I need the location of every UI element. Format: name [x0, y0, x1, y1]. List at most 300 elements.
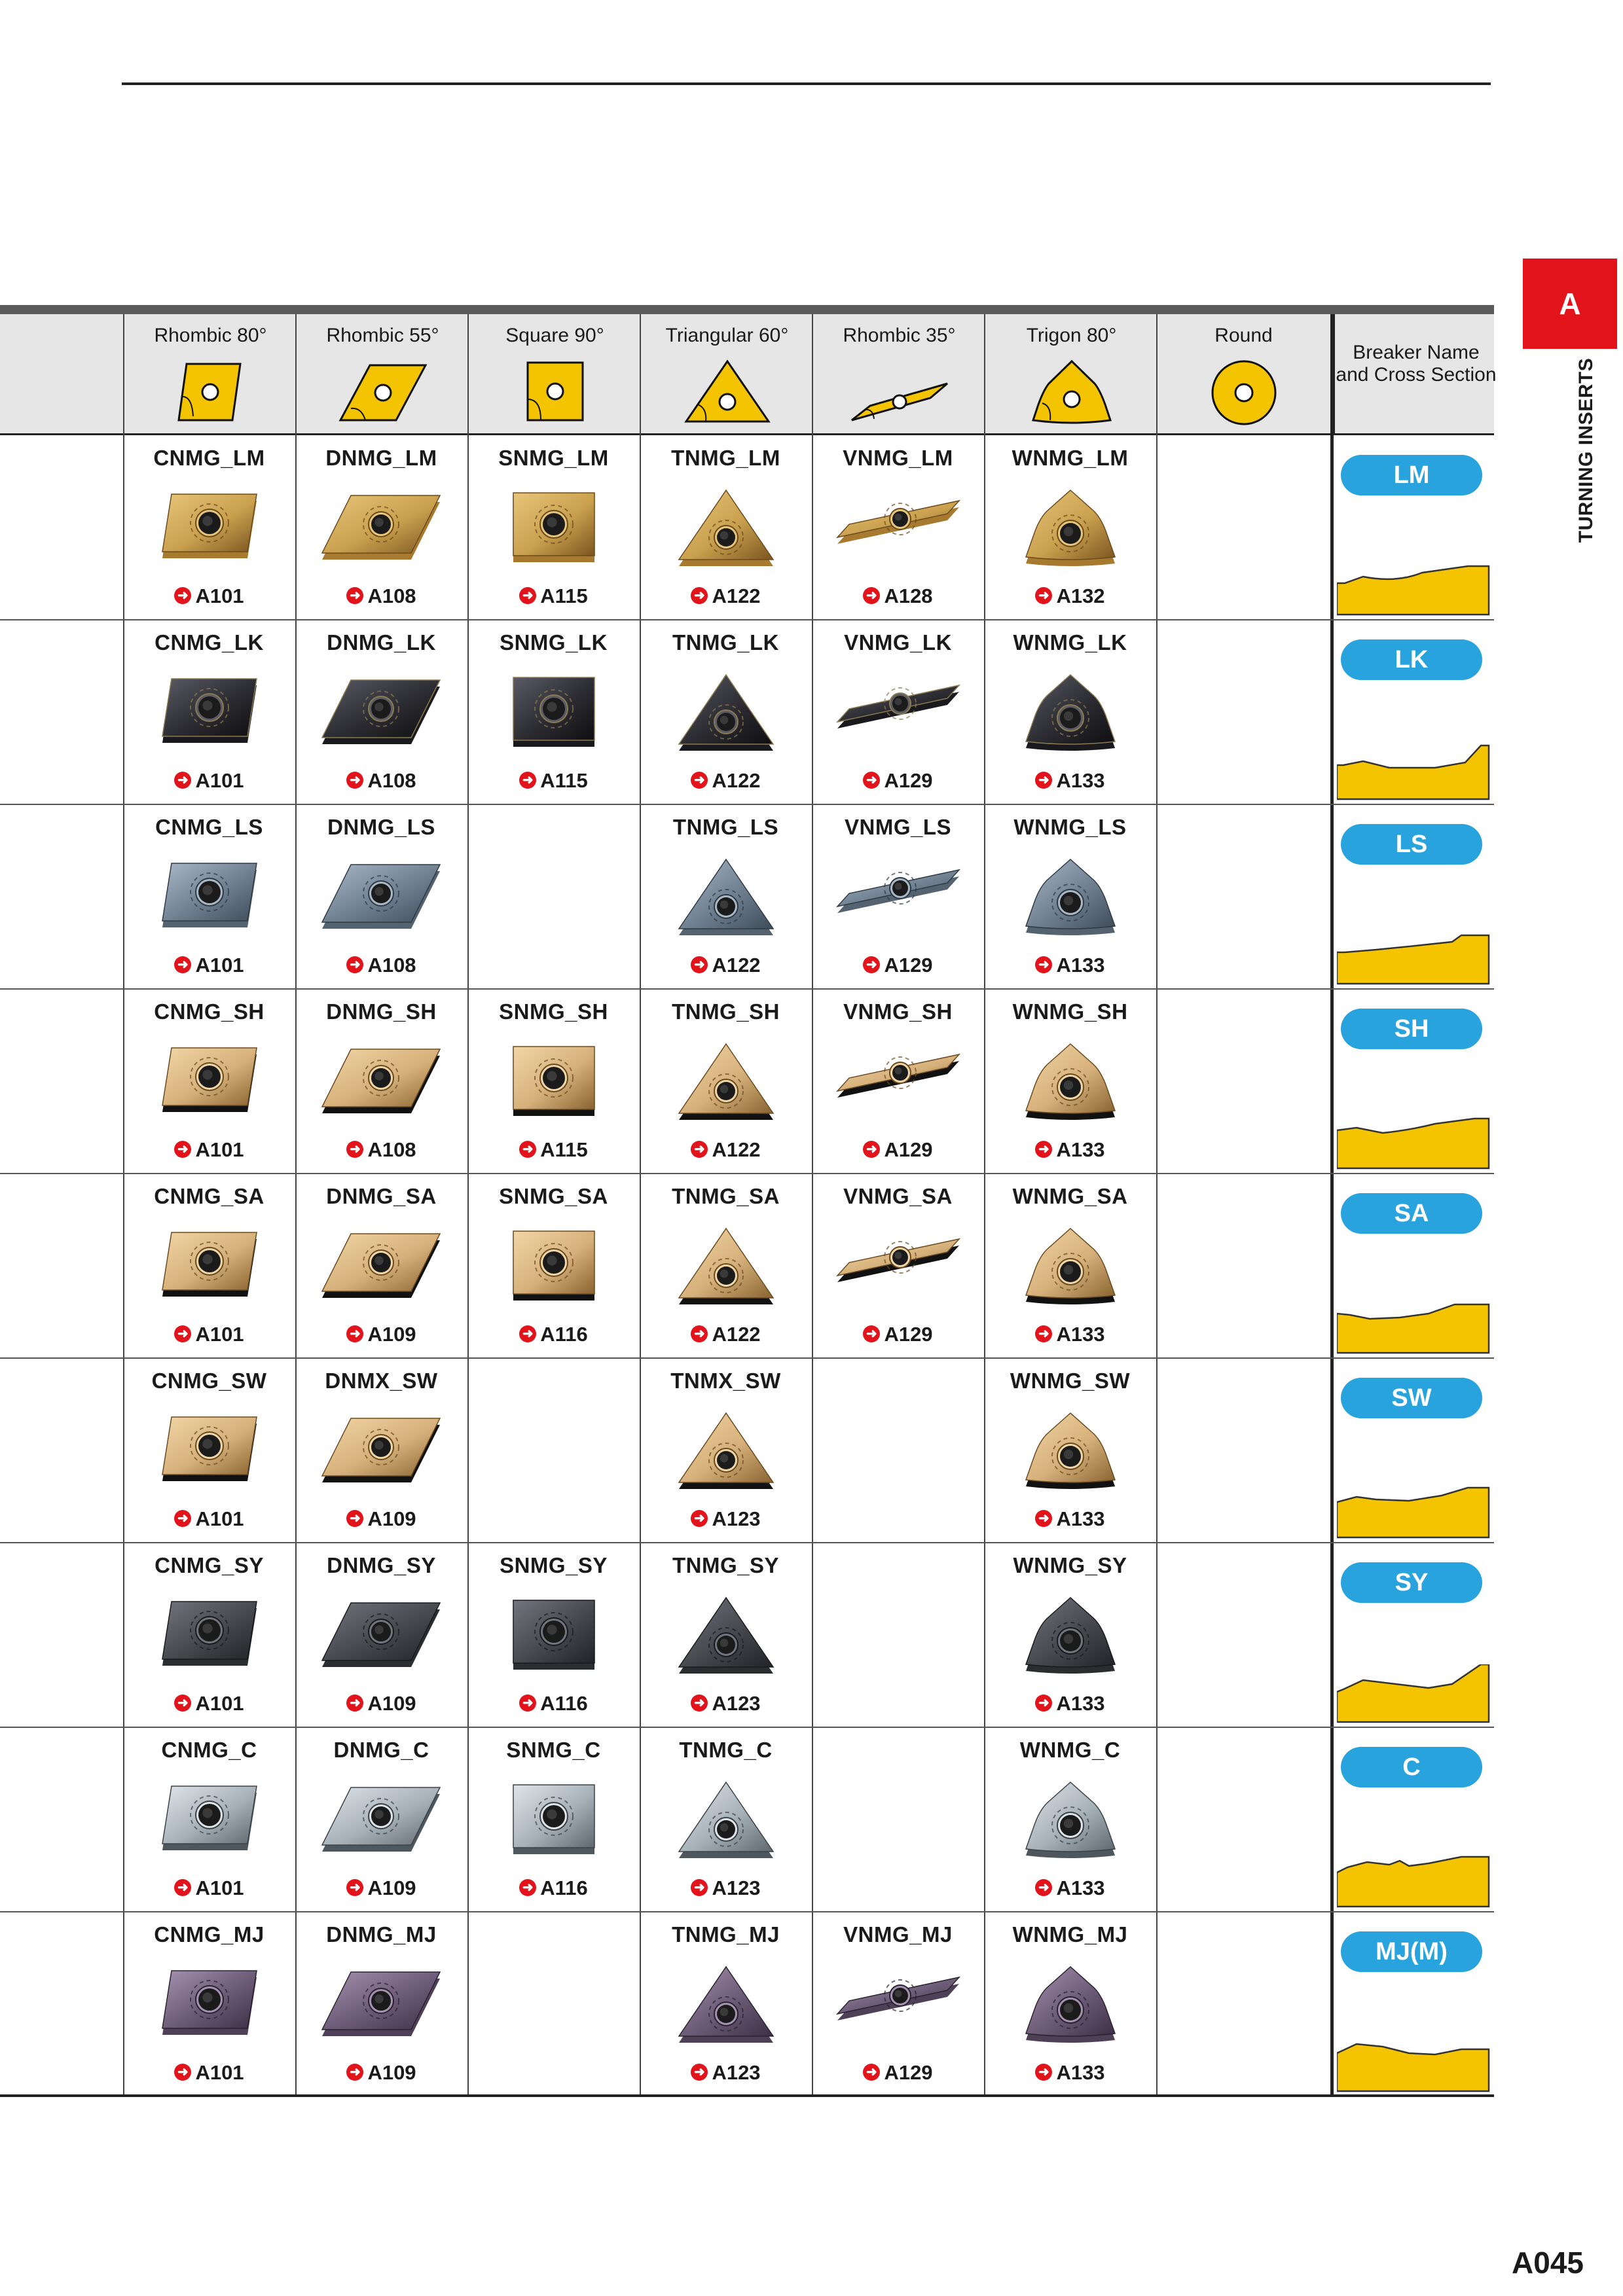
page-reference-link[interactable]: [640, 1507, 812, 1531]
rhombic55-insert-image: [321, 1964, 443, 2051]
page-reference-link[interactable]: [640, 1138, 812, 1162]
page-reference: A129: [884, 769, 933, 792]
insert-code: TNMG_LM: [671, 446, 780, 470]
rhombic55-insert-image: [321, 672, 443, 759]
page-reference-link[interactable]: [295, 584, 467, 608]
page-reference-link[interactable]: [812, 954, 984, 977]
table-header-bar: [0, 305, 1494, 314]
insert-code: CNMG_LS: [155, 815, 263, 839]
insert-cell[interactable]: [812, 989, 984, 1174]
arrow-right-icon: ➜: [863, 772, 880, 789]
arrow-right-icon: ➜: [1035, 1510, 1052, 1527]
arrow-right-icon: ➜: [346, 1879, 363, 1896]
trigon80-shape-icon: [1023, 357, 1121, 425]
page-reference: A116: [540, 1323, 588, 1346]
page-reference-link[interactable]: [640, 769, 812, 793]
triangular60-insert-image: [676, 1595, 776, 1684]
insert-code: CNMG_SY: [155, 1553, 264, 1577]
arrow-right-icon: ➜: [691, 1141, 708, 1158]
page-reference: A133: [1056, 954, 1105, 977]
trigon80-insert-image: [1019, 1780, 1122, 1869]
page-reference: A122: [712, 1323, 761, 1346]
breaker-name-badge[interactable]: C: [1341, 1747, 1482, 1787]
rhombic35-insert-image: [835, 1226, 962, 1297]
square90-insert-image: [508, 1041, 600, 1129]
insert-code: CNMG_LK: [155, 630, 264, 655]
insert-code: VNMG_SH: [843, 999, 953, 1024]
arrow-right-icon: ➜: [519, 1879, 536, 1896]
insert-cell[interactable]: [467, 620, 640, 804]
insert-cell[interactable]: [467, 1543, 640, 1727]
trigon80-insert-image: [1019, 488, 1122, 577]
rhombic55-insert-image: [321, 1410, 443, 1497]
page-reference: A133: [1056, 1876, 1105, 1899]
insert-code: SNMG_SH: [499, 999, 608, 1024]
arrow-right-icon: ➜: [691, 1879, 708, 1896]
trigon80-insert-image: [1019, 1964, 1122, 2053]
page-reference: A101: [195, 1692, 244, 1715]
insert-cell[interactable]: [640, 1912, 812, 2096]
arrow-right-icon: ➜: [519, 587, 536, 604]
page-reference: A101: [195, 1323, 244, 1346]
insert-cell[interactable]: [812, 804, 984, 989]
page-reference: A123: [712, 1692, 761, 1715]
arrow-right-icon: ➜: [1035, 1879, 1052, 1896]
page-reference: A133: [1056, 1507, 1105, 1530]
breaker-cell: [1332, 1358, 1494, 1543]
triangular60-insert-image: [676, 857, 776, 946]
breaker-name-badge[interactable]: SY: [1341, 1562, 1482, 1603]
page-reference-link[interactable]: [467, 1692, 640, 1715]
arrow-right-icon: ➜: [346, 772, 363, 789]
rhombic55-insert-image: [321, 1780, 443, 1866]
arrow-right-icon: ➜: [1035, 956, 1052, 973]
page-reference-link[interactable]: [123, 1138, 295, 1162]
rhombic55-insert-image: [321, 1595, 443, 1681]
page-reference-link[interactable]: [984, 584, 1156, 608]
page-reference-link[interactable]: [812, 1323, 984, 1346]
insert-cell[interactable]: [984, 1358, 1156, 1543]
section-tab-label-wrap: [1575, 359, 1598, 542]
rhombic55-insert-image: [321, 1226, 443, 1312]
page-reference: A133: [1056, 1138, 1105, 1161]
rhombic55-insert-image: [321, 1041, 443, 1128]
page-reference-link[interactable]: [467, 1138, 640, 1162]
page-reference: A115: [540, 1138, 588, 1161]
page-reference: A128: [884, 584, 933, 607]
arrow-right-icon: ➜: [519, 1325, 536, 1342]
insert-code: WNMG_SY: [1013, 1553, 1127, 1577]
page-reference: A123: [712, 1876, 761, 1899]
rhombic35-insert-image: [835, 1964, 962, 2035]
page-reference-link[interactable]: [295, 1323, 467, 1346]
insert-cell[interactable]: [295, 1727, 467, 1912]
arrow-right-icon: ➜: [1035, 1141, 1052, 1158]
rhombic80-shape-icon: [162, 357, 260, 425]
insert-code: VNMG_SA: [843, 1184, 953, 1208]
page-number: A045: [1512, 2246, 1584, 2280]
insert-code: TNMG_SH: [672, 999, 780, 1024]
arrow-right-icon: ➜: [863, 587, 880, 604]
arrow-right-icon: ➜: [1035, 772, 1052, 789]
insert-cell[interactable]: [984, 1543, 1156, 1727]
column-header-rhombic35: [812, 314, 985, 433]
insert-code: CNMG_MJ: [154, 1922, 264, 1946]
page-reference: A129: [884, 1138, 933, 1161]
page-reference: A101: [195, 2061, 244, 2084]
page-reference-link[interactable]: [640, 1323, 812, 1346]
insert-cell[interactable]: [984, 1727, 1156, 1912]
insert-cell[interactable]: [295, 1543, 467, 1727]
arrow-right-icon: ➜: [174, 772, 191, 789]
insert-cell[interactable]: [984, 435, 1156, 620]
page-reference: A109: [367, 2061, 416, 2084]
breaker-name-header-label: Breaker Name and Cross Section: [1336, 342, 1497, 386]
page-reference-link[interactable]: [640, 584, 812, 608]
page-reference-link[interactable]: [123, 2061, 295, 2085]
page-reference-link[interactable]: [467, 584, 640, 608]
column-header-trigon80: [984, 314, 1158, 433]
arrow-right-icon: ➜: [174, 587, 191, 604]
page-reference: A133: [1056, 1692, 1105, 1715]
insert-code: CNMG_SA: [154, 1184, 264, 1208]
arrow-right-icon: ➜: [346, 1695, 363, 1712]
insert-code: CNMG_SW: [151, 1369, 267, 1393]
page-reference: A123: [712, 2061, 761, 2084]
column-header-rhombic55: [295, 314, 469, 433]
insert-cell[interactable]: [123, 620, 295, 804]
page-reference-link[interactable]: [984, 1138, 1156, 1162]
breaker-cell: [1332, 1912, 1494, 2096]
page-reference-link[interactable]: [295, 2061, 467, 2085]
page-reference-link[interactable]: [640, 1876, 812, 1900]
arrow-right-icon: ➜: [863, 2064, 880, 2081]
insert-code: WNMG_LS: [1013, 815, 1127, 839]
page-reference: A122: [712, 954, 761, 977]
insert-code: VNMG_MJ: [843, 1922, 953, 1946]
insert-code: WNMG_SA: [1012, 1184, 1128, 1208]
section-tab-label: TURNING INSERTS: [1575, 357, 1597, 543]
page-reference-link[interactable]: [123, 1323, 295, 1346]
arrow-right-icon: ➜: [346, 587, 363, 604]
insert-cell[interactable]: [984, 1912, 1156, 2096]
breaker-name-badge[interactable]: LM: [1341, 455, 1482, 495]
trigon80-insert-image: [1019, 1410, 1122, 1499]
breaker-name-badge[interactable]: MJ(M): [1341, 1931, 1482, 1972]
page-reference: A133: [1056, 1323, 1105, 1346]
arrow-right-icon: ➜: [174, 1879, 191, 1896]
page-reference-link[interactable]: [984, 769, 1156, 793]
insert-cell[interactable]: [123, 1543, 295, 1727]
insert-cell[interactable]: [123, 1727, 295, 1912]
page-reference: A101: [195, 769, 244, 792]
arrow-right-icon: ➜: [691, 2064, 708, 2081]
page-reference: A122: [712, 769, 761, 792]
page-reference-link[interactable]: [295, 1692, 467, 1715]
arrow-right-icon: ➜: [346, 1141, 363, 1158]
cross-section-profile: [1337, 2034, 1490, 2095]
insert-cell[interactable]: [640, 989, 812, 1174]
triangular60-insert-image: [676, 488, 776, 577]
insert-cell[interactable]: [984, 804, 1156, 989]
insert-code: DNMG_LS: [327, 815, 435, 839]
trigon80-insert-image: [1019, 672, 1122, 761]
page-reference: A109: [367, 1692, 416, 1715]
breaker-cell: [1332, 435, 1494, 620]
breaker-name-badge[interactable]: SH: [1341, 1009, 1482, 1049]
insert-cell[interactable]: [295, 1912, 467, 2096]
insert-cell[interactable]: [640, 1543, 812, 1727]
breaker-cell: [1332, 989, 1494, 1174]
insert-cell[interactable]: [812, 1174, 984, 1358]
page-reference-link[interactable]: [123, 1876, 295, 1900]
insert-cell[interactable]: [984, 620, 1156, 804]
rhombic80-insert-image: [158, 1041, 261, 1128]
page-reference: A129: [884, 1323, 933, 1346]
page-reference: A108: [367, 769, 416, 792]
square90-insert-image: [508, 672, 600, 760]
arrow-right-icon: ➜: [691, 956, 708, 973]
insert-code: CNMG_LM: [153, 446, 265, 470]
arrow-right-icon: ➜: [1035, 1325, 1052, 1342]
insert-cell[interactable]: [467, 989, 640, 1174]
rhombic80-insert-image: [158, 1595, 261, 1681]
cross-section-profile: [1337, 742, 1490, 803]
insert-code: SNMG_LM: [498, 446, 609, 470]
column-header-label: Rhombic 35°: [843, 325, 956, 346]
insert-code: DNMG_C: [333, 1738, 429, 1762]
arrow-right-icon: ➜: [863, 1141, 880, 1158]
insert-cell[interactable]: [640, 1174, 812, 1358]
page-reference-link[interactable]: [123, 769, 295, 793]
insert-cell[interactable]: [467, 1727, 640, 1912]
insert-code: WNMG_MJ: [1012, 1922, 1128, 1946]
breaker-cell: [1332, 804, 1494, 989]
page-reference: A101: [195, 954, 244, 977]
insert-code: SNMG_C: [506, 1738, 601, 1762]
rhombic80-insert-image: [158, 488, 261, 574]
page-reference-link[interactable]: [640, 2061, 812, 2085]
column-header-label: Rhombic 80°: [154, 325, 267, 346]
insert-code: VNMG_LK: [844, 630, 952, 655]
triangular60-insert-image: [676, 1410, 776, 1499]
insert-cell[interactable]: [295, 1358, 467, 1543]
insert-cell[interactable]: [640, 435, 812, 620]
page-reference-link[interactable]: [295, 769, 467, 793]
insert-cell[interactable]: [812, 1912, 984, 2096]
triangular60-insert-image: [676, 1780, 776, 1869]
insert-cell[interactable]: [123, 1358, 295, 1543]
bottom-rule: [0, 2094, 1494, 2097]
page-reference: A116: [540, 1876, 588, 1899]
page-reference: A115: [540, 769, 588, 792]
triangular60-insert-image: [676, 672, 776, 761]
page-reference-link[interactable]: [812, 2061, 984, 2085]
rhombic55-shape-icon: [334, 357, 432, 425]
page-reference: A122: [712, 1138, 761, 1161]
page-reference-link[interactable]: [123, 1692, 295, 1715]
page-reference: A108: [367, 954, 416, 977]
page-reference: A122: [712, 584, 761, 607]
section-tab-letter: A: [1523, 259, 1617, 349]
page-reference-link[interactable]: [984, 1507, 1156, 1531]
arrow-right-icon: ➜: [1035, 1695, 1052, 1712]
page-reference-link[interactable]: [467, 1323, 640, 1346]
insert-code: DNMG_LM: [325, 446, 437, 470]
insert-code: WNMG_LK: [1013, 630, 1127, 655]
breaker-name-badge[interactable]: SW: [1341, 1378, 1482, 1418]
page-reference: A101: [195, 1507, 244, 1530]
square90-shape-icon: [506, 357, 604, 425]
cross-section-profile: [1337, 1295, 1490, 1357]
insert-code: TNMG_SY: [672, 1553, 780, 1577]
page-reference-link[interactable]: [984, 1323, 1156, 1346]
arrow-right-icon: ➜: [346, 956, 363, 973]
arrow-right-icon: ➜: [863, 956, 880, 973]
insert-cell[interactable]: [295, 620, 467, 804]
breaker-name-badge[interactable]: LK: [1341, 639, 1482, 680]
page-reference: A132: [1056, 584, 1105, 607]
column-header-label: Triangular 60°: [665, 325, 789, 346]
page-reference: A109: [367, 1876, 416, 1899]
insert-code: WNMG_C: [1019, 1738, 1121, 1762]
page-reference-link[interactable]: [123, 954, 295, 977]
page-reference-link[interactable]: [123, 584, 295, 608]
insert-cell[interactable]: [640, 1358, 812, 1543]
page-reference-link[interactable]: [812, 584, 984, 608]
page-reference: A108: [367, 1138, 416, 1161]
trigon80-insert-image: [1019, 1041, 1122, 1130]
page-reference-link[interactable]: [984, 1876, 1156, 1900]
insert-code: TNMX_SW: [670, 1369, 781, 1393]
column-header-triangular60: [640, 314, 813, 433]
page-reference-link[interactable]: [295, 1138, 467, 1162]
insert-cell[interactable]: [467, 435, 640, 620]
cross-section-profile: [1337, 926, 1490, 988]
insert-code: TNMG_SA: [672, 1184, 780, 1208]
page-reference-link[interactable]: [467, 769, 640, 793]
page-reference-link[interactable]: [295, 1876, 467, 1900]
breaker-name-header: [1332, 314, 1497, 433]
insert-cell[interactable]: [295, 1174, 467, 1358]
arrow-right-icon: ➜: [174, 956, 191, 973]
insert-code: SNMG_SY: [500, 1553, 608, 1577]
arrow-right-icon: ➜: [691, 772, 708, 789]
page-reference: A133: [1056, 769, 1105, 792]
arrow-right-icon: ➜: [691, 1695, 708, 1712]
insert-cell[interactable]: [123, 435, 295, 620]
column-header-label: Trigon 80°: [1026, 325, 1117, 346]
arrow-right-icon: ➜: [519, 1695, 536, 1712]
insert-code: CNMG_C: [161, 1738, 257, 1762]
triangular60-insert-image: [676, 1964, 776, 2053]
breaker-name-badge[interactable]: LS: [1341, 824, 1482, 865]
column-divider: [1156, 314, 1158, 2096]
arrow-right-icon: ➜: [174, 1510, 191, 1527]
rhombic80-insert-image: [158, 1410, 261, 1497]
rhombic35-shape-icon: [850, 357, 949, 425]
arrow-right-icon: ➜: [519, 772, 536, 789]
page-reference-link[interactable]: [123, 1507, 295, 1531]
insert-code: DNMG_SY: [327, 1553, 436, 1577]
insert-code: DNMG_SA: [326, 1184, 437, 1208]
rhombic35-insert-image: [835, 1041, 962, 1112]
page-reference-link[interactable]: [984, 1692, 1156, 1715]
arrow-right-icon: ➜: [1035, 587, 1052, 604]
insert-cell[interactable]: [984, 989, 1156, 1174]
page-reference-link[interactable]: [467, 1876, 640, 1900]
arrow-right-icon: ➜: [691, 1510, 708, 1527]
insert-code: TNMG_MJ: [672, 1922, 780, 1946]
insert-code: DNMG_SH: [326, 999, 437, 1024]
insert-cell[interactable]: [812, 435, 984, 620]
page-reference-link[interactable]: [984, 2061, 1156, 2085]
insert-code: VNMG_LM: [843, 446, 953, 470]
square90-insert-image: [508, 1226, 600, 1314]
rhombic80-insert-image: [158, 1964, 261, 2051]
insert-cell[interactable]: [984, 1174, 1156, 1358]
arrow-right-icon: ➜: [346, 1325, 363, 1342]
insert-code: DNMG_LK: [327, 630, 436, 655]
insert-code: DNMG_MJ: [326, 1922, 437, 1946]
arrow-right-icon: ➜: [346, 1510, 363, 1527]
column-header-round: [1156, 314, 1330, 433]
insert-code: WNMG_LM: [1012, 446, 1129, 470]
cross-section-profile: [1337, 1849, 1490, 1910]
rhombic35-insert-image: [835, 672, 962, 743]
arrow-right-icon: ➜: [691, 587, 708, 604]
insert-cell[interactable]: [640, 620, 812, 804]
cross-section-profile: [1337, 557, 1490, 619]
insert-cell[interactable]: [467, 1174, 640, 1358]
arrow-right-icon: ➜: [174, 1325, 191, 1342]
insert-cell[interactable]: [123, 1174, 295, 1358]
insert-cell[interactable]: [640, 1727, 812, 1912]
insert-cell[interactable]: [812, 620, 984, 804]
breaker-cell: [1332, 1727, 1494, 1912]
page-reference-link[interactable]: [640, 1692, 812, 1715]
triangular60-insert-image: [676, 1226, 776, 1315]
page-reference: A115: [540, 584, 588, 607]
insert-cell[interactable]: [295, 989, 467, 1174]
insert-cell[interactable]: [123, 804, 295, 989]
insert-cell[interactable]: [640, 804, 812, 989]
page-reference-link[interactable]: [812, 769, 984, 793]
insert-cell[interactable]: [295, 435, 467, 620]
page-reference-link[interactable]: [295, 954, 467, 977]
round-shape-icon: [1195, 357, 1293, 425]
insert-code: TNMG_C: [679, 1738, 773, 1762]
breaker-cell: [1332, 620, 1494, 804]
insert-cell[interactable]: [123, 989, 295, 1174]
insert-cell[interactable]: [123, 1912, 295, 2096]
page-reference-link[interactable]: [812, 1138, 984, 1162]
insert-code: TNMG_LS: [672, 815, 779, 839]
page-reference-link[interactable]: [640, 954, 812, 977]
top-rule: [122, 82, 1491, 85]
page-reference-link[interactable]: [295, 1507, 467, 1531]
square90-insert-image: [508, 488, 600, 575]
page-reference-link[interactable]: [984, 954, 1156, 977]
rhombic80-insert-image: [158, 1226, 261, 1312]
rhombic80-insert-image: [158, 672, 261, 759]
insert-code: SNMG_LK: [500, 630, 608, 655]
insert-cell[interactable]: [295, 804, 467, 989]
page-reference: A101: [195, 1876, 244, 1899]
breaker-name-badge[interactable]: SA: [1341, 1193, 1482, 1234]
trigon80-insert-image: [1019, 1226, 1122, 1315]
rhombic35-insert-image: [835, 488, 962, 558]
